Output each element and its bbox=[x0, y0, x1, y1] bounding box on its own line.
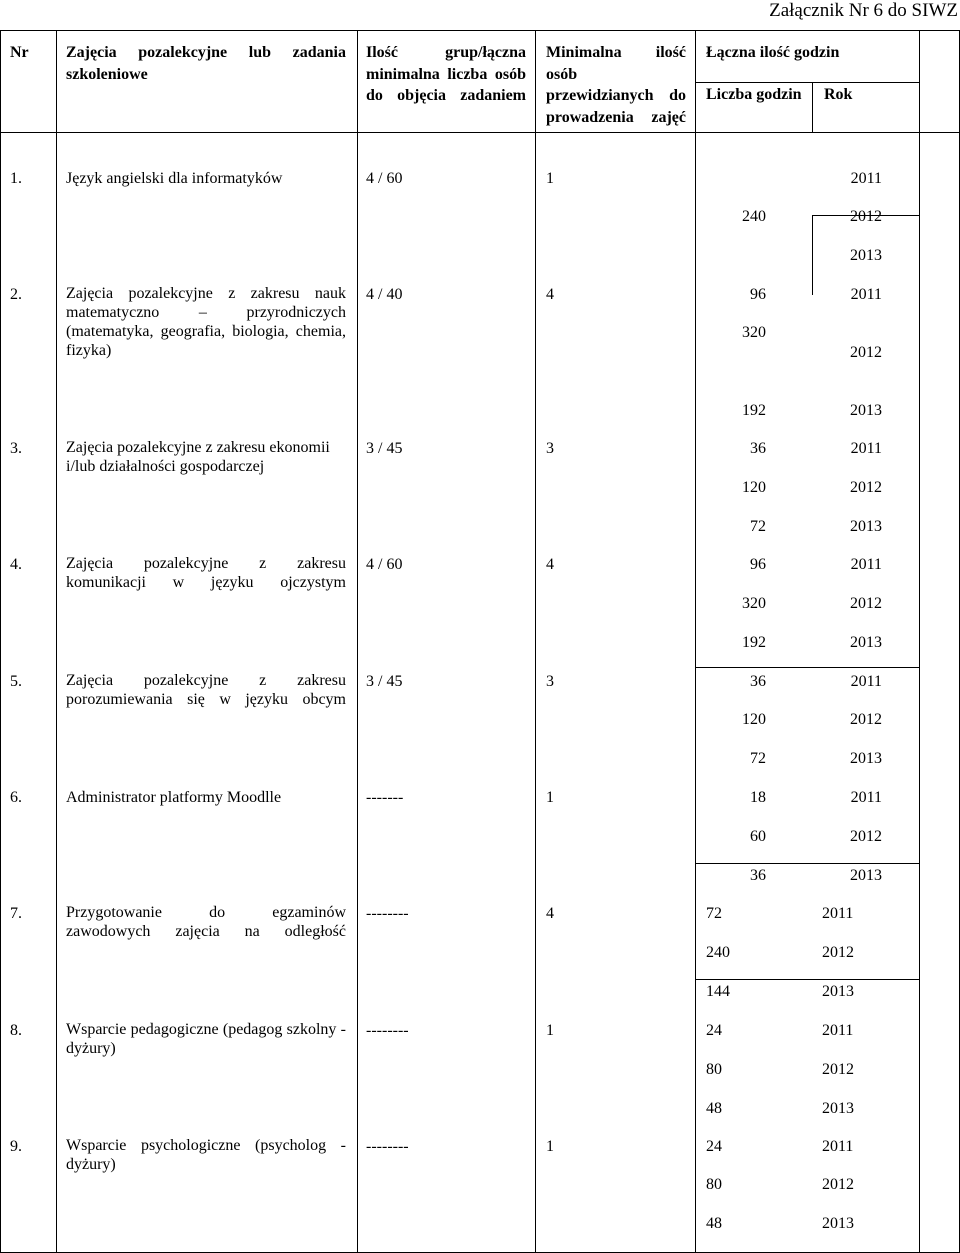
row6-year-3: 2013 bbox=[850, 867, 882, 884]
row8-year-2: 2012 bbox=[822, 1061, 854, 1078]
row5-year-1: 2011 bbox=[850, 673, 882, 690]
col-divider-5 bbox=[919, 30, 920, 1253]
row8-name: Wsparcie pedagogiczne (pedagog szkolny - dyżury) bbox=[66, 1021, 346, 1057]
col-divider-3 bbox=[535, 30, 536, 1253]
row2-name: Zajęcia pozalekcyjne z zakresu nauk matematyczno – przyrodniczych (matematyka, geografia, biologia, chemia, fizyka) bbox=[66, 285, 346, 359]
header-groups: Ilość grup/łączna minimalna liczba osób do objęcia zadaniem bbox=[366, 44, 526, 104]
header-hours-count: Liczba godzin bbox=[706, 86, 802, 103]
header-activity: Zajęcia pozalekcyjne lub zadania szkoleniowe bbox=[66, 44, 346, 83]
row6-hours-2: 60 bbox=[750, 828, 766, 845]
row4-hours-3: 192 bbox=[742, 634, 766, 651]
row5-year-2: 2012 bbox=[850, 711, 882, 728]
row7-hours-3: 144 bbox=[706, 983, 730, 1000]
row3-name: Zajęcia pozalekcyjne z zakresu ekonomii i/lub działalności gospodarczej bbox=[66, 439, 330, 475]
row9-nr: 9. bbox=[10, 1138, 22, 1155]
row3-groups: 3 / 45 bbox=[366, 440, 403, 457]
row5-name: Zajęcia pozalekcyjne z zakresu porozumiewania się w języku obcym bbox=[66, 672, 346, 708]
row9-hours-3: 48 bbox=[706, 1215, 722, 1232]
row1-year-1: 2011 bbox=[850, 170, 882, 187]
row5-groups: 3 / 45 bbox=[366, 673, 403, 690]
row2-year-1: 2011 bbox=[850, 286, 882, 303]
row2-hours-1: 96 bbox=[750, 286, 766, 303]
row6-hours-3: 36 bbox=[750, 867, 766, 884]
row4-year-2: 2012 bbox=[850, 595, 882, 612]
row8-year-1: 2011 bbox=[822, 1022, 854, 1039]
row7-name: Przygotowanie do egzaminów zawodowych zajęcia na odległość bbox=[66, 904, 346, 940]
row8-hours-1: 24 bbox=[706, 1022, 722, 1039]
page-annex-label: Załącznik Nr 6 do SIWZ bbox=[769, 0, 958, 21]
row8-hours-2: 80 bbox=[706, 1061, 722, 1078]
row7-year-1: 2011 bbox=[822, 905, 854, 922]
row2-year-2: 2012 bbox=[850, 344, 882, 361]
total-hours-subline bbox=[695, 82, 920, 83]
row6-inner-line bbox=[695, 863, 920, 864]
row1-hours: 240 bbox=[742, 208, 766, 225]
row7-year-3: 2013 bbox=[822, 983, 854, 1000]
row4-min: 4 bbox=[546, 556, 554, 573]
row8-year-3: 2013 bbox=[822, 1100, 854, 1117]
row6-year-2: 2012 bbox=[850, 828, 882, 845]
row3-year-1: 2011 bbox=[850, 440, 882, 457]
row1-groups: 4 / 60 bbox=[366, 170, 403, 187]
row8-min: 1 bbox=[546, 1022, 554, 1039]
row4-hours-2: 320 bbox=[742, 595, 766, 612]
row3-hours-3: 72 bbox=[750, 518, 766, 535]
row4-year-1: 2011 bbox=[850, 556, 882, 573]
row3-hours-1: 36 bbox=[750, 440, 766, 457]
row8-groups: -------- bbox=[366, 1022, 409, 1039]
row7-inner-line bbox=[695, 979, 920, 980]
row5-nr: 5. bbox=[10, 673, 22, 690]
row2-min: 4 bbox=[546, 286, 554, 303]
row9-name: Wsparcie psychologiczne (psycholog - dyżury) bbox=[66, 1137, 346, 1173]
row5-hours-1: 36 bbox=[750, 673, 766, 690]
row3-nr: 3. bbox=[10, 440, 22, 457]
row1-year-divider bbox=[812, 215, 813, 295]
row5-hours-3: 72 bbox=[750, 750, 766, 767]
col-divider-1 bbox=[56, 30, 57, 1253]
row7-nr: 7. bbox=[10, 905, 22, 922]
hours-year-divider bbox=[812, 82, 813, 132]
row2-groups: 4 / 40 bbox=[366, 286, 403, 303]
row2-hours-3: 192 bbox=[742, 402, 766, 419]
row7-hours-2: 240 bbox=[706, 944, 730, 961]
row9-year-1: 2011 bbox=[822, 1138, 854, 1155]
header-nr: Nr bbox=[10, 44, 29, 61]
row4-nr: 4. bbox=[10, 556, 22, 573]
row6-year-1: 2011 bbox=[850, 789, 882, 806]
row7-groups: -------- bbox=[366, 905, 409, 922]
row2-year-3: 2013 bbox=[850, 402, 882, 419]
row9-groups: -------- bbox=[366, 1138, 409, 1155]
row1-name: Język angielski dla informatyków bbox=[66, 170, 283, 187]
row1-year-3: 2013 bbox=[850, 247, 882, 264]
row9-year-2: 2012 bbox=[822, 1176, 854, 1193]
row8-nr: 8. bbox=[10, 1022, 22, 1039]
row4-name: Zajęcia pozalekcyjne z zakresu komunikacji w języku ojczystym bbox=[66, 555, 346, 591]
row9-min: 1 bbox=[546, 1138, 554, 1155]
row6-hours-1: 18 bbox=[750, 789, 766, 806]
row9-year-3: 2013 bbox=[822, 1215, 854, 1232]
row5-hours-2: 120 bbox=[742, 711, 766, 728]
header-min-persons: Minimalna ilość osób przewidzianych do prowadzenia zajęć bbox=[546, 44, 686, 126]
row5-year-3: 2013 bbox=[850, 750, 882, 767]
table-border-top bbox=[0, 30, 960, 31]
row4-year-3: 2013 bbox=[850, 634, 882, 651]
row9-hours-2: 80 bbox=[706, 1176, 722, 1193]
row3-hours-2: 120 bbox=[742, 479, 766, 496]
row2-total: 320 bbox=[742, 324, 766, 341]
row7-hours-1: 72 bbox=[706, 905, 722, 922]
row6-min: 1 bbox=[546, 789, 554, 806]
header-year: Rok bbox=[824, 86, 853, 103]
row3-year-3: 2013 bbox=[850, 518, 882, 535]
row8-hours-3: 48 bbox=[706, 1100, 722, 1117]
row6-nr: 6. bbox=[10, 789, 22, 806]
activities-table bbox=[0, 30, 960, 1253]
row5-min: 3 bbox=[546, 673, 554, 690]
row1-year-2: 2012 bbox=[850, 208, 882, 225]
row1-nr: 1. bbox=[10, 170, 22, 187]
row2-nr: 2. bbox=[10, 286, 22, 303]
row9-hours-1: 24 bbox=[706, 1138, 722, 1155]
row4-bottom-line bbox=[695, 667, 920, 668]
row7-year-2: 2012 bbox=[822, 944, 854, 961]
col-divider-4 bbox=[695, 30, 696, 1253]
row4-groups: 4 / 60 bbox=[366, 556, 403, 573]
header-total-hours: Łączna ilość godzin bbox=[706, 44, 840, 61]
header-bottom-line bbox=[0, 132, 960, 133]
row3-min: 3 bbox=[546, 440, 554, 457]
col-divider-2 bbox=[357, 30, 358, 1253]
row4-hours-1: 96 bbox=[750, 556, 766, 573]
row3-year-2: 2012 bbox=[850, 479, 882, 496]
table-border-left bbox=[0, 30, 1, 1253]
row1-min: 1 bbox=[546, 170, 554, 187]
row6-groups: ------- bbox=[366, 789, 404, 806]
row6-name: Administrator platformy Moodlle bbox=[66, 789, 282, 806]
row7-min: 4 bbox=[546, 905, 554, 922]
